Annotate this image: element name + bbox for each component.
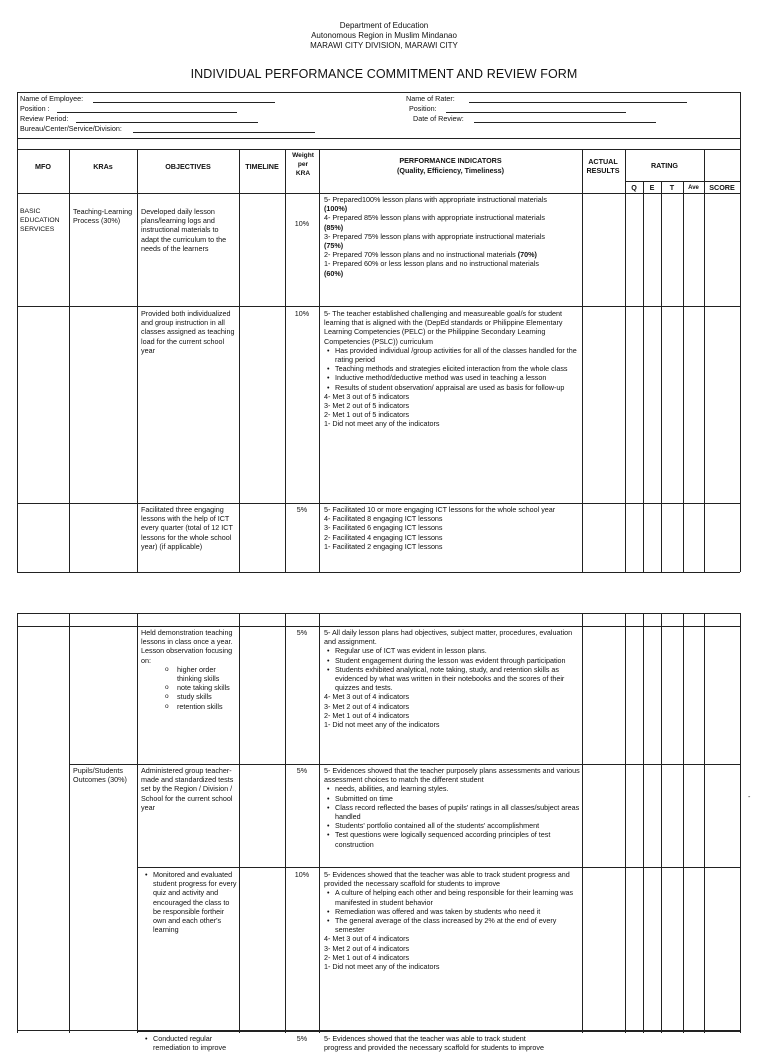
r1-objective: Developed daily lesson plans/learning logs and instructional materials to adapt the curriculum to the needs of the learners: [141, 207, 227, 253]
r3-performance-indicators: 5- Facilitated 10 or more engaging ICT lessons for the whole school year 4- Facilitated 8 engaging ICT lessons 3- Facilitated 6 engaging ICT lessons 2- Facilitated 4 engaging ICT lessons 1- Facilitated 2 engaging ICT lessons: [324, 505, 556, 551]
col-header-timeline: TIMELINE: [245, 162, 279, 171]
r4-weight: 5%: [296, 628, 308, 637]
r4-performance-indicators: 5- All daily lesson plans had objectives, subject matter, procedures, evaluation and assignment. • Regular use of ICT was evident in lesson plans. • Student engagement during the lesson was evident through participation • Students exhibited analytical, note taking, study, and retention skills as evidenced by what was written in their notebooks and the scores of their quizzes and tests. 4- Met 3 out of 4 indicators 3- Met 2 out of 4 indicators 2- Met 1 out of 4 indicators 1- Did not meet any of the indicators: [324, 628, 580, 729]
r3-objective: Facilitated three engaging lessons with the help of ICT every quarter (total of 12 ICT lessons for the whole school year) (if applicable): [141, 505, 233, 551]
rater-position-line[interactable]: [446, 112, 626, 113]
name-of-employee-label: Name of Employee:: [20, 94, 84, 103]
rater-position-label: Position:: [409, 104, 437, 113]
agency-name: Department of Education: [339, 21, 429, 30]
review-period-label: Review Period:: [20, 114, 69, 123]
col-header-weight: Weight per KRA: [292, 152, 314, 177]
r2-objective: Provided both individualized and group instruction in all classes assigned as teaching load for the current school year: [141, 309, 235, 355]
date-of-review-line[interactable]: [474, 122, 656, 123]
col-header-actual-results: ACTUAL RESULTS: [586, 157, 620, 176]
col-header-rating: RATING: [650, 161, 678, 170]
name-of-employee-line[interactable]: [93, 102, 275, 103]
col-header-objectives: OBJECTIVES: [165, 162, 211, 171]
bureau-label: Bureau/Center/Service/Division:: [20, 124, 122, 133]
side-mark: -: [748, 792, 751, 801]
r5-performance-indicators: 5- Evidences showed that the teacher purposely plans assessments and various assessment choices to match the different student • needs, abilities, and learning styles. • Submitted on time • Class record reflected the bases of pupils' ratings in all classes/subject areas handled • Students' portfolio contained all of the students' accomplishment • Test questions were logically sequenced according principles of test construction: [324, 766, 580, 849]
col-header-e: E: [649, 183, 655, 192]
col-header-mfo: MFO: [35, 162, 51, 171]
r2-performance-indicators: 5- The teacher established challenging and measureable goal/s for student learning that is aligned with the (DepEd standards or Philippine Elementary Learning Competencies (PELC) or the Philippine Secondary Learning Competencies (PSLC)) curriculum • Has provided individual /group activities for all of the classes handled for the rating period • Teaching methods and strategies elicited interaction from the whole class • Inductive method/deductive method was used in teaching a lesson • Results of student observation/ appraisal are used as basis for follow-up 4- Met 3 out of 5 indicators 3- Met 2 out of 5 indicators 2- Met 1 out of 5 indicators 1- Did not meet any of the indicators: [324, 309, 580, 429]
r6-performance-indicators: 5- Evidences showed that the teacher was able to track student progress and provided the necessary scaffold for students to improve • A culture of helping each other and being responsible for their learning was manifested in student behavior • Remediation was offered and was taken by students who need it • The general average of the class increased by 2% at the end of every semester 4- Met 3 out of 4 indicators 3- Met 2 out of 4 indicators 2- Met 1 out of 4 indicators 1- Did not meet any of the indicators: [324, 870, 580, 971]
bureau-line[interactable]: [133, 132, 315, 133]
date-of-review-label: Date of Review:: [413, 114, 464, 123]
col-header-t: T: [669, 183, 675, 192]
r4-objective: Held demonstration teaching lessons in class once a year. Lesson observation focusing on: o higher order thinking skills o note taking skills o study skills o retention skills: [141, 628, 237, 711]
r6-objective: • Monitored and evaluated student progress for every quiz and activity and encouraged the class to be responsible fortheir own and each other's learning: [141, 870, 237, 934]
col-header-q: Q: [631, 183, 637, 192]
r5-kra: Pupils/Students Outcomes (30%): [73, 766, 127, 785]
r1-kra: Teaching-Learning Process (30%): [73, 207, 133, 226]
r5-objective: Administered group teacher-made and standardized tests set by the Region / Division / School for the current school year: [141, 766, 234, 812]
r7-objective: • Conducted regular remediation to improve: [141, 1034, 237, 1052]
col-header-ave: Ave: [688, 185, 699, 191]
position-line[interactable]: [57, 112, 237, 113]
col-header-pi-subtitle: (Quality, Efficiency, Timeliness): [396, 166, 505, 175]
col-header-kras: KRAs: [93, 162, 113, 171]
r1-weight: 10%: [294, 219, 310, 228]
r2-weight: 10%: [294, 309, 310, 318]
review-period-line[interactable]: [76, 122, 258, 123]
position-label: Position :: [20, 104, 50, 113]
r7-weight: 5%: [296, 1034, 308, 1043]
region-name: Autonomous Region in Muslim Mindanao: [311, 31, 457, 40]
r7-performance-indicators: 5- Evidences showed that the teacher was able to track student progress and provided the necessary scaffold for students to improve: [324, 1034, 545, 1052]
col-header-performance-indicators: PERFORMANCE INDICATORS: [399, 156, 502, 165]
r5-weight: 5%: [296, 766, 308, 775]
form-title: INDIVIDUAL PERFORMANCE COMMITMENT AND REVIEW FORM: [190, 67, 578, 81]
r3-weight: 5%: [296, 505, 308, 514]
name-of-rater-label: Name of Rater:: [406, 94, 455, 103]
col-header-score: SCORE: [709, 183, 735, 192]
r6-weight: 10%: [294, 870, 310, 879]
division-name: MARAWI CITY DIVISION, MARAWI CITY: [310, 41, 458, 50]
name-of-rater-line[interactable]: [469, 102, 687, 103]
r1-mfo: BASIC EDUCATION SERVICES: [20, 208, 60, 234]
r1-performance-indicators: 5- Prepared100% lesson plans with appropriate instructional materials (100%) 4- Prepared 85% lesson plans with appropriate instructional materials (85%) 3- Prepared 75% lesson plans with appropriate instructional materials (75%) 2- Prepared 70% lesson plans and no instructional materials (70%) 1- Prepared 60% or less lesson plans and no instructional materials (60%): [324, 195, 547, 278]
